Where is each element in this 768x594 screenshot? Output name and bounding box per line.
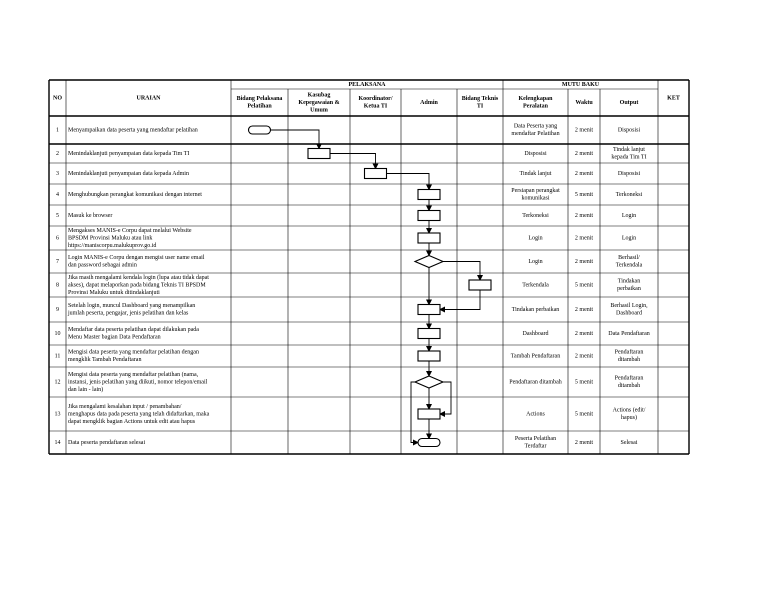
row-kelengkapan: Tindakan perbaikan: [511, 306, 560, 313]
flow-connector: [387, 174, 430, 190]
row-uraian: Menyampaikan data peserta yang mendaftar pelatihan: [68, 127, 198, 134]
flowchart-shapes: [249, 126, 492, 447]
row-kelengkapan: Terkendala: [522, 282, 549, 289]
row-uraian: akses), dapat melaporkan pada bidang Teknis TI BPSDM: [68, 282, 206, 289]
row-waktu: 2 menit: [574, 330, 594, 337]
row-output: Pendaftaran: [614, 349, 644, 356]
header-mutu-baku: MUTU BAKU: [561, 81, 600, 88]
row-output: perbaikan: [617, 286, 641, 293]
flow-connector: [411, 382, 418, 443]
row-kelengkapan: komunikasi: [521, 195, 550, 202]
row-uraian: Menghubungkan perangkat komunikasi dengan internet: [68, 191, 202, 198]
process-shape: [469, 280, 491, 290]
row-uraian: Menindaklanjuti penyampaian data kepada Tim TI: [68, 150, 190, 157]
row-uraian: Setelah login, muncul Dashboard yang menampilkan: [68, 303, 196, 310]
header-pelaksana: PELAKSANA: [348, 81, 386, 88]
row-no: 14: [54, 439, 61, 446]
row-waktu: 5 menit: [574, 282, 594, 289]
header-actor: Umum: [310, 107, 328, 114]
row-no: 1: [56, 127, 59, 134]
row-no: 5: [56, 212, 59, 219]
row-uraian: https://maniscorpu.malukuprov.go.id: [68, 242, 157, 249]
process-shape: [418, 211, 440, 221]
terminator-shape: [418, 439, 440, 447]
row-uraian: Mengakses MANIS-e Corpu dapat melalui Website: [68, 227, 192, 234]
row-waktu: 2 menit: [574, 306, 594, 313]
row-waktu: 5 menit: [574, 191, 594, 198]
row-kelengkapan: Disposisi: [524, 150, 547, 157]
row-kelengkapan: Login: [528, 258, 543, 265]
header-uraian: URAIAN: [136, 95, 161, 102]
header-actor: Bidang Teknis: [461, 96, 499, 103]
row-no: 2: [56, 150, 59, 157]
row-output: Terkendala: [615, 262, 643, 269]
row-output: ditambah: [617, 357, 641, 364]
row-uraian: menghapus data pada peserta yang telah didaftarkan, maka: [68, 411, 210, 418]
row-no: 6: [56, 235, 59, 242]
flow-connector: [330, 154, 376, 169]
terminator-shape: [249, 126, 271, 134]
table-header: [53, 82, 680, 114]
row-uraian: Mendaftar data peserta pelatihan dapat dilakukan pada: [68, 327, 199, 334]
row-output: Dashboard: [616, 310, 642, 317]
row-uraian: Menu Master bagian Data Pendaftaran: [68, 334, 161, 341]
row-output: Tindakan: [617, 278, 641, 285]
row-uraian: Mengisi data peserta yang mendaftar pelatihan (nama,: [68, 371, 199, 378]
row-waktu: 5 menit: [574, 411, 594, 418]
row-no: 8: [56, 282, 59, 289]
row-uraian: Jika mengalami kesalahan input / penambahan/: [68, 403, 182, 410]
process-shape: [365, 169, 387, 179]
header-waktu: Waktu: [575, 99, 593, 106]
row-kelengkapan: Dashboard: [522, 330, 549, 337]
row-kelengkapan: mendaftar Pelatihan: [511, 131, 560, 138]
row-uraian: Mengisi data peserta yang mendaftar pelatihan dengan: [68, 349, 199, 356]
row-waktu: 2 menit: [574, 212, 594, 219]
header-actor: Bidang Pelaksana: [236, 96, 283, 103]
header-actor: Ketua TI: [363, 103, 388, 110]
process-shape: [418, 233, 440, 243]
header-ket: KET: [667, 95, 680, 102]
row-output: Pendaftaran: [614, 375, 644, 382]
row-waktu: 2 menit: [574, 439, 594, 446]
row-waktu: 2 menit: [574, 150, 594, 157]
flow-connector: [271, 130, 320, 149]
row-uraian: BPSDM Provinsi Maluku atau link: [68, 235, 153, 242]
process-shape: [308, 149, 330, 159]
table-body: [55, 124, 650, 450]
header-actor: TI: [476, 103, 484, 110]
row-uraian: jumlah peserta, pengajar, jenis pelatihan dan kelas: [68, 310, 189, 317]
row-waktu: 5 menit: [574, 379, 594, 386]
row-no: 11: [54, 353, 61, 360]
row-no: 9: [56, 306, 59, 313]
row-no: 4: [56, 191, 59, 198]
row-kelengkapan: Data Peserta yang: [513, 123, 558, 130]
row-uraian: Menindaklanjuti penyampaian data kepada Admin: [68, 170, 189, 177]
row-waktu: 2 menit: [574, 235, 594, 242]
row-waktu: 2 menit: [574, 127, 594, 134]
row-uraian: mengklik Tambah Pendaftaran: [68, 357, 142, 364]
row-uraian: Jika masih mengalami kendala login (lupa atau tidak dapat: [68, 274, 209, 281]
process-shape: [418, 351, 440, 361]
row-waktu: 2 menit: [574, 353, 594, 360]
header-no: NO: [53, 95, 62, 102]
row-uraian: dan password sebagai admin: [68, 262, 137, 269]
row-no: 12: [54, 379, 61, 386]
row-waktu: 2 menit: [574, 258, 594, 265]
row-no: 13: [54, 411, 61, 418]
row-waktu: 2 menit: [574, 170, 594, 177]
decision-shape: [415, 376, 443, 388]
row-output: Berhasil Login,: [610, 303, 648, 310]
row-output: Login: [621, 235, 637, 242]
process-shape: [418, 409, 440, 419]
row-no: 3: [56, 170, 59, 177]
process-shape: [418, 305, 440, 315]
header-actor: Kepegawaian &: [298, 99, 340, 106]
row-output: Login: [621, 212, 637, 219]
flow-connector: [440, 290, 480, 310]
row-kelengkapan: Actions: [526, 411, 545, 418]
row-kelengkapan: Terkoneksi: [522, 212, 549, 219]
row-no: 7: [56, 258, 59, 265]
row-kelengkapan: Tindak lanjut: [519, 170, 552, 177]
process-shape: [418, 329, 440, 339]
row-uraian: Login MANIS-e Corpu dengan mengisi user name email: [68, 255, 205, 262]
row-uraian: dapat mengklik bagian Actions untuk edit atau hapus: [68, 418, 196, 425]
row-kelengkapan: Tambah Pendaftaran: [510, 353, 561, 360]
header-actor: Kasubag: [307, 92, 331, 99]
table-grid: [49, 80, 689, 454]
row-output: kepada Tim TI: [611, 154, 647, 161]
header-kelengkapan: Kelengkapan: [518, 96, 553, 103]
header-actor: Koordinator/: [358, 96, 393, 103]
row-output: Disposisi: [617, 127, 641, 134]
flow-connector: [440, 382, 451, 414]
row-uraian: Data peserta pendaftaran selesai: [68, 439, 146, 446]
header-kelengkapan: Peralatan: [523, 103, 548, 110]
row-uraian: instansi, jenis pelatihan yang diikuti, nomor telepon/email: [68, 379, 208, 386]
process-shape: [418, 190, 440, 200]
row-output: hapus): [621, 415, 637, 422]
row-kelengkapan: Login: [528, 235, 543, 242]
row-output: Data Pendaftaran: [608, 330, 650, 337]
decision-shape: [415, 256, 443, 268]
header-actor: Pelatihan: [247, 103, 272, 110]
row-uraian: Provinsi Maluku untuk ditindaklanjuti: [68, 289, 160, 296]
row-output: ditambah: [617, 383, 641, 390]
row-kelengkapan: Peserta Pelatihan: [514, 436, 557, 443]
row-output: Berhasil/: [618, 255, 640, 262]
row-uraian: dan lain - lain): [68, 386, 104, 393]
row-output: Disposisi: [617, 170, 641, 177]
row-output: Selesai: [620, 439, 638, 446]
row-kelengkapan: Persiapan perangkat: [511, 188, 560, 195]
header-actor: Admin: [420, 99, 438, 106]
flow-connector: [443, 262, 480, 281]
row-output: Actions (edit/: [612, 407, 646, 414]
row-output: Tindak lanjut: [613, 147, 645, 154]
row-kelengkapan: Pendaftaran ditambah: [509, 379, 562, 386]
header-output: Output: [619, 99, 639, 106]
row-no: 10: [54, 330, 61, 337]
row-uraian: Masuk ke browser: [68, 212, 113, 219]
row-kelengkapan: Terdaftar: [524, 443, 547, 450]
row-output: Terkoneksi: [615, 191, 643, 198]
